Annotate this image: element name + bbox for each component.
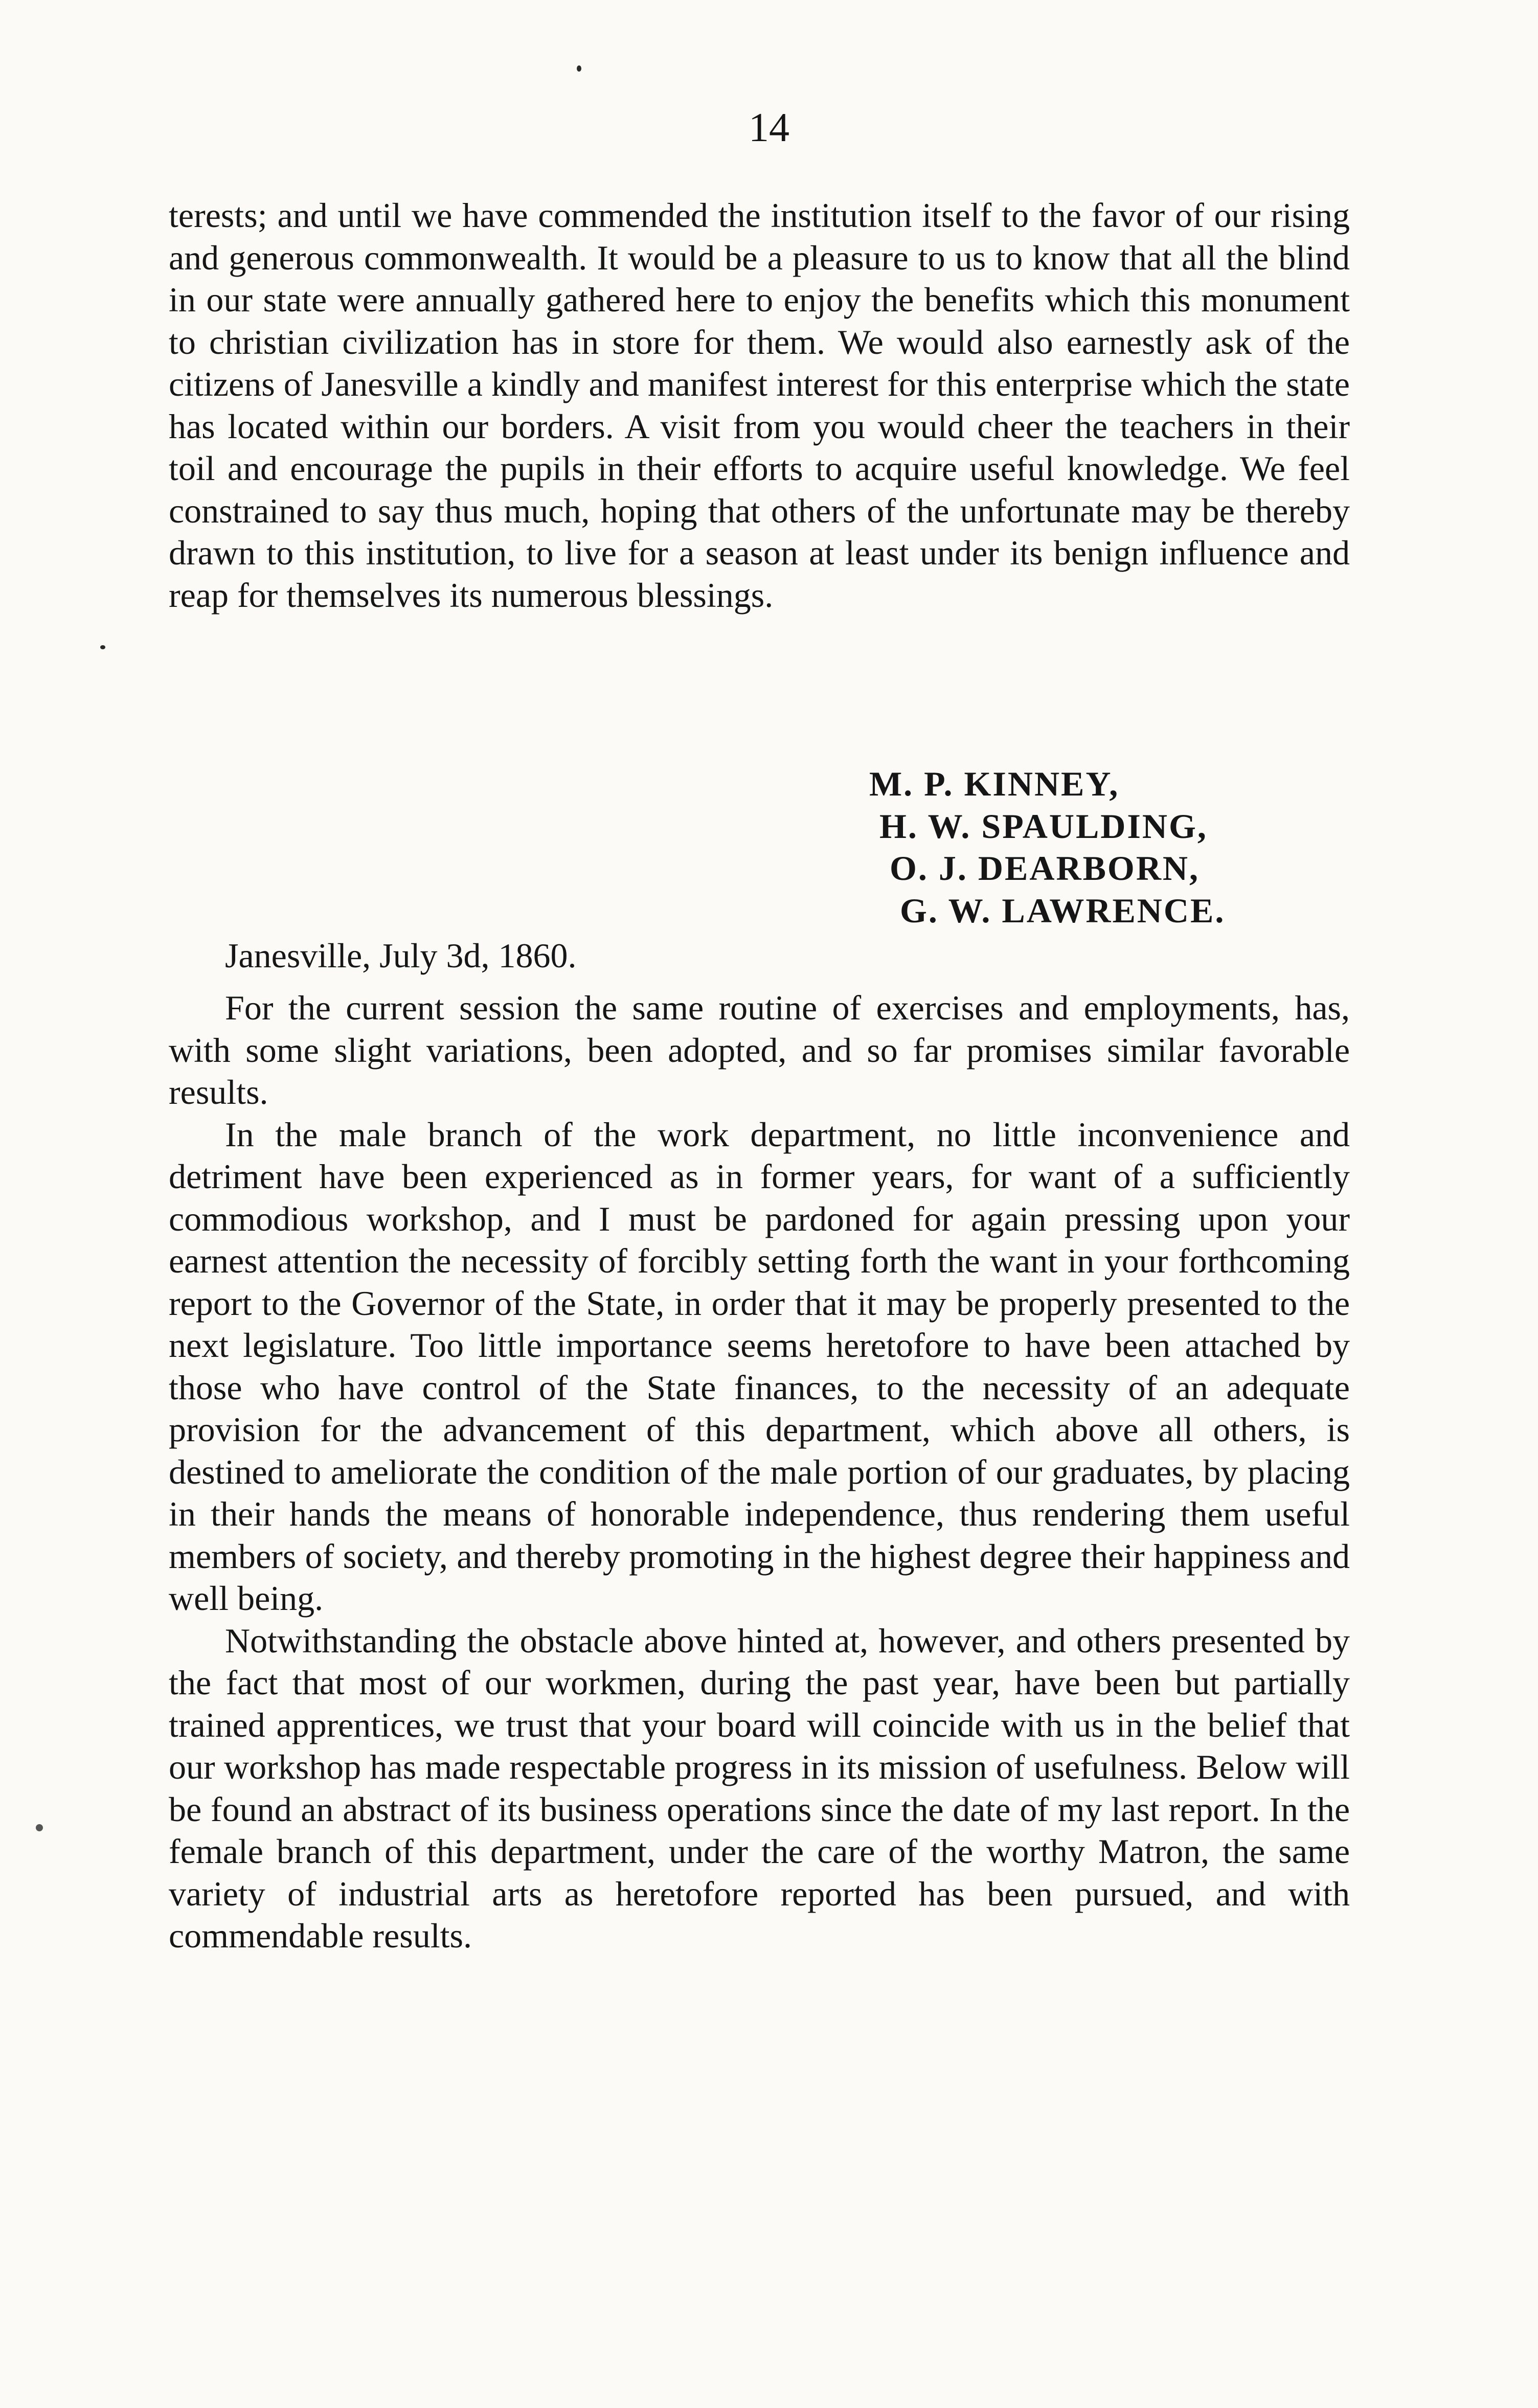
signature-block bbox=[869, 763, 1225, 932]
signatory: G. W. LAWRENCE. bbox=[900, 891, 1226, 930]
page-number: 14 bbox=[749, 105, 789, 150]
letter-body bbox=[169, 194, 1350, 616]
paragraph: In the male branch of the work department, no little inconvenience and detriment have been experienced as in former years, for want of a sufficiently commodious workshop, and I must be pardoned for again pressing upon your earnest attention the necessity of forcibly setting forth the want in your forthcoming report to the Governor of the State, in order that it may be properly presented to the next legislature. Too little importance seems heretofore to have been attached by those who have control of the State finances, to the necessity of an adequate provision for the advancement of this department, which above all others, is destined to ameliorate the condition of the male portion of our graduates, by placing in their hands the means of honorable independence, thus rendering them useful members of society, and thereby promoting in the highest degree their happiness and well being. bbox=[169, 1115, 1350, 1618]
ink-speck bbox=[100, 645, 105, 649]
signatory: O. J. DEARBORN, bbox=[890, 849, 1200, 888]
signatory: H. W. SPAULDING, bbox=[879, 806, 1208, 846]
signatory: M. P. KINNEY, bbox=[869, 764, 1120, 803]
ink-speck bbox=[36, 1824, 43, 1831]
dateline: Janesville, July 3d, 1860. bbox=[225, 936, 577, 975]
report-body bbox=[169, 987, 1350, 1957]
paragraph: terests; and until we have commended the institution itself to the favor of our rising and generous commonwealth. It would be a pleasure to us to know that all the blind in our state were annually gathered here to enjoy the benefits which this monument to christian civilization has in store for them. We would also earnestly ask of the citizens of Janesville a kindly and manifest interest for this enterprise which the state has located within our borders. A visit from you would cheer the teachers in their toil and encourage the pupils in their efforts to acquire useful knowledge. We feel constrained to say thus much, hoping that others of the unfortunate may be thereby drawn to this institution, to live for a season at least under its benign influence and reap for themselves its numerous blessings. bbox=[169, 196, 1350, 615]
ink-speck bbox=[577, 65, 581, 72]
paragraph: For the current session the same routine of exercises and employments, has, with some slight variations, been adopted, and so far promises similar favorable results. bbox=[169, 988, 1350, 1111]
paragraph: Notwithstanding the obstacle above hinted at, however, and others presented by the fact that most of our workmen, during the past year, have been but partially trained apprentices, we trust that your board will coincide with us in the belief that our workshop has made respectable progress in its mission of usefulness. Below will be found an abstract of its business operations since the date of my last report. In the female branch of this department, under the care of the worthy Matron, the same variety of industrial arts as heretofore reported has been pursued, and with commendable results. bbox=[169, 1621, 1350, 1955]
